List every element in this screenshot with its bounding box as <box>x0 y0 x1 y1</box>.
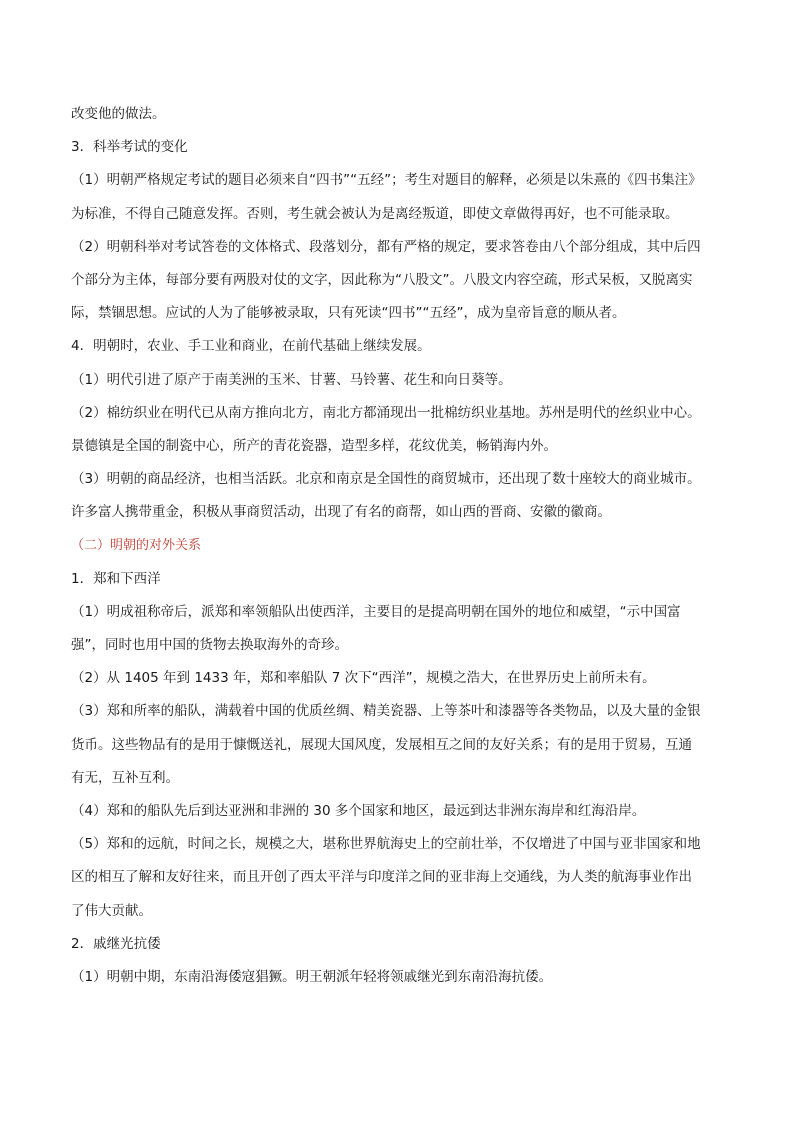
text-line: （4）郑和的船队先后到达亚洲和非洲的 30 多个国家和地区，最远到达非洲东海岸和红海沿岸。 <box>71 802 646 819</box>
text-line: 景德镇是全国的制瓷中心，所产的青花瓷器，造型多样，花纹优美，畅销海内外。 <box>71 437 557 454</box>
section-heading: 1．郑和下西洋 <box>71 570 161 587</box>
text-line: 了伟大贡献。 <box>71 902 152 919</box>
text-line: 强”，同时也用中国的货物去换取海外的奇珍。 <box>71 637 348 653</box>
text-line: （1）明朝严格规定考试的题目必须来自“四书”“五经”；考生对题目的解释，必须是以朱熹的《四书集注》 <box>71 172 702 189</box>
text-line: 许多富人携带重金，积极从事商贸活动，出现了有名的商帮，如山西的晋商、安徽的徽商。 <box>71 504 611 521</box>
chapter-subheading: （二）明朝的对外关系 <box>71 538 202 554</box>
text-line: （1）明朝中期，东南沿海倭寇猖獗。明王朝派年轻将领戚继光到东南沿海抗倭。 <box>71 968 553 985</box>
section-heading: 2．戚继光抗倭 <box>71 935 161 952</box>
text-line: （3）郑和所率的船队，满载着中国的优质丝绸、精美瓷器、上等茶叶和漆器等各类物品，以及大量的金银 <box>71 703 701 720</box>
text-line: （2）从 1405 年到 1433 年，郑和率船队 7 次下“西洋”，规模之浩大，在世界历史上前所未有。 <box>71 670 656 687</box>
text-line: （5）郑和的远航，时间之长，规模之大，堪称世界航海史上的空前壮举，不仅增进了中国与亚非国家和地 <box>71 836 701 853</box>
text-line: 货币。这些物品有的是用于慷慨送礼，展现大国风度，发展相互之间的友好关系；有的是用于贸易，互通 <box>71 736 692 753</box>
section-heading: 4．明朝时，农业、手工业和商业，在前代基础上继续发展。 <box>71 338 431 355</box>
text-line: （3）明朝的商品经济，也相当活跃。北京和南京是全国性的商贸城市，还出现了数十座较大的商业城市。 <box>71 471 701 488</box>
document-body <box>71 98 725 994</box>
text-line: （2）明朝科举对考试答卷的文体格式、段落划分，都有严格的规定，要求答卷由八个部分组成，其中后四 <box>71 238 701 255</box>
text-line: 改变他的做法。 <box>71 106 166 122</box>
text-line: （2）棉纺织业在明代已从南方推向北方，南北方都涌现出一批棉纺织业基地。苏州是明代的丝织业中心。 <box>71 404 701 421</box>
section-heading: 3．科举考试的变化 <box>71 139 188 156</box>
text-line: 个部分为主体，每部分要有两股对仗的文字，因此称为“八股文”。八股文内容空疏，形式呆板，又脱离实 <box>71 271 693 288</box>
text-line: 为标准，不得自己随意发挥。否则，考生就会被认为是离经叛道，即使文章做得再好，也不可能录取。 <box>71 205 679 222</box>
text-line: （1）明代引进了原产于南美洲的玉米、甘薯、马铃薯、花生和向日葵等。 <box>71 371 512 388</box>
text-line: 有无，互补互利。 <box>71 769 179 786</box>
text-line: 际，禁锢思想。应试的人为了能够被录取，只有死读“四书”“五经”，成为皇帝旨意的顺从者。 <box>71 305 626 322</box>
text-line: （1）明成祖称帝后，派郑和率领船队出使西洋，主要目的是提高明朝在国外的地位和威望，“示中国富 <box>71 603 681 620</box>
text-line: 区的相互了解和友好往来，而且开创了西太平洋与印度洋之间的亚非海上交通线，为人类的航海事业作出 <box>71 869 692 886</box>
